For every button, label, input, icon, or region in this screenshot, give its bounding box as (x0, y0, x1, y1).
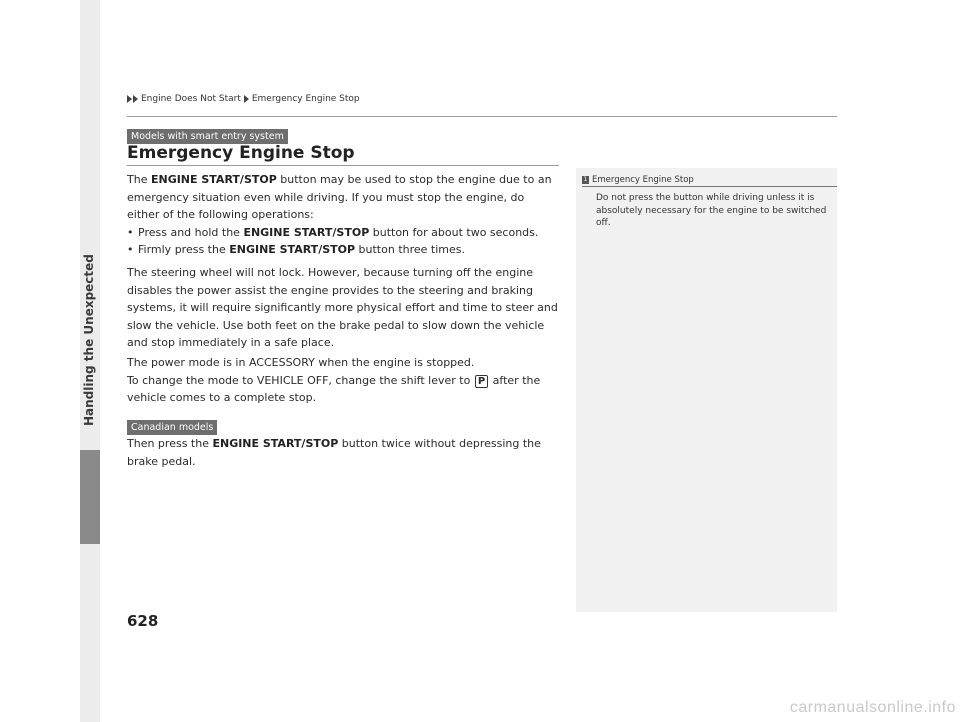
breadcrumb-item-emergency-engine-stop[interactable]: Emergency Engine Stop (251, 94, 360, 104)
steering-paragraph: The steering wheel will not lock. However, because turning off the engine disables the power assist the engine provides to the steering and braking systems, it will require significantly more physical effort and time to steer and slow the vehicle. Use both feet on the brake pedal to slow down the vehicle and stop immediately in a safe place. (127, 266, 558, 349)
bullet-icon: • (127, 225, 134, 239)
side-tab-active-marker (80, 450, 100, 544)
list-item: • Firmly press the ENGINE START/STOP button three times. (127, 241, 559, 259)
model-tag-smart-entry: Models with smart entry system (127, 129, 288, 144)
side-note-text: Do not press the button while driving unless it is absolutely necessary for the engine to be switched off. (596, 193, 827, 228)
breadcrumb (127, 94, 360, 104)
model-tag-canadian: Canadian models (127, 420, 217, 435)
park-key-icon: P (475, 375, 488, 388)
side-note-title: Emergency Engine Stop (592, 175, 694, 185)
note-number-badge: 1 (583, 176, 588, 183)
watermark: carmanualsonline.info (789, 699, 956, 716)
power-mode-line: The power mode is in ACCESSORY when the engine is stopped. (127, 356, 475, 369)
canadian-paragraph: Then press the ENGINE START/STOP button twice without depressing the brake pedal. (127, 437, 541, 468)
power-mode-block (127, 354, 559, 407)
header-divider (127, 116, 837, 117)
chapter-side-label: Handling the Unexpected (82, 254, 96, 426)
bullet-icon: • (127, 243, 134, 256)
intro-paragraph: The ENGINE START/STOP button may be used to stop the engine due to an emergency situation even while driving. If you must stop the engine, do either of the following operations: (127, 173, 552, 221)
button-name: ENGINE START/STOP (150, 173, 277, 186)
intro-block (127, 171, 559, 259)
side-note-panel (576, 168, 837, 612)
arrow-icon (244, 95, 249, 103)
side-note-divider (582, 186, 837, 187)
section-title: Emergency Engine Stop (127, 143, 355, 163)
page-number: 628 (127, 612, 159, 630)
list-item: • Press and hold the ENGINE START/STOP button for about two seconds. (127, 224, 559, 242)
double-arrow-icon (127, 95, 138, 103)
shift-lever-line: To change the mode to VEHICLE OFF, change the shift lever to P after the vehicle comes to a complete stop. (127, 373, 541, 404)
title-divider (127, 165, 559, 166)
side-note-header (582, 175, 694, 185)
breadcrumb-item-engine-does-not-start[interactable]: Engine Does Not Start (141, 94, 241, 104)
